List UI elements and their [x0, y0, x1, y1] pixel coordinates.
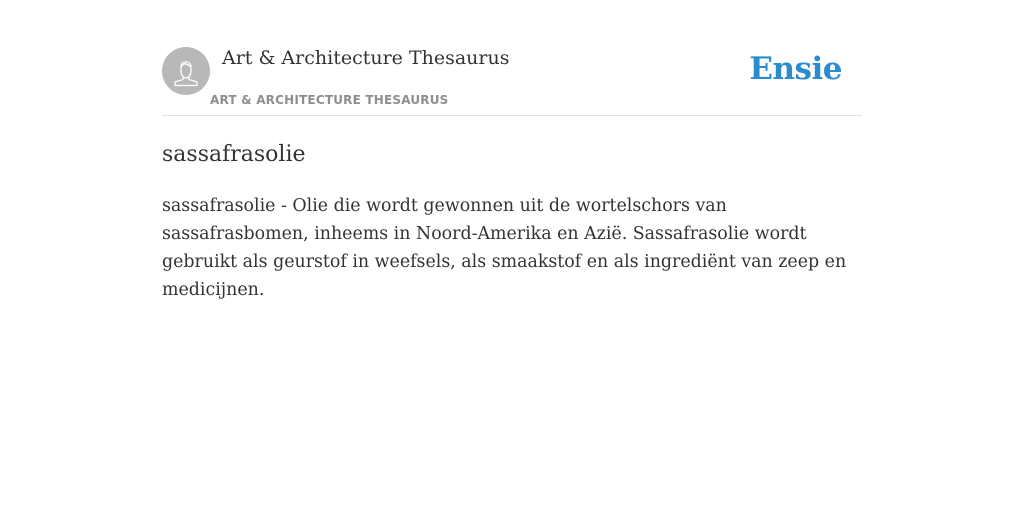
entry-header — [162, 0, 862, 116]
author-avatar[interactable] — [162, 47, 210, 95]
author-name-link[interactable]: Art & Architecture Thesaurus — [222, 47, 510, 69]
entry-title: sassafrasolie — [162, 142, 306, 167]
brand-logo[interactable]: Ensie — [749, 51, 842, 87]
entry-card — [162, 0, 862, 512]
author-subtitle: ART & ARCHITECTURE THESAURUS — [210, 93, 449, 107]
entry-definition: sassafrasolie - Olie die wordt gewonnen uit de wortelschors van sassafrasbomen, inheems in Noord-Amerika en Azië. Sassafrasolie wordt gebruikt als geurstof in weefsels, als smaakstof en als ingrediënt van zeep en medicijnen. — [162, 196, 847, 300]
user-icon — [162, 47, 210, 95]
